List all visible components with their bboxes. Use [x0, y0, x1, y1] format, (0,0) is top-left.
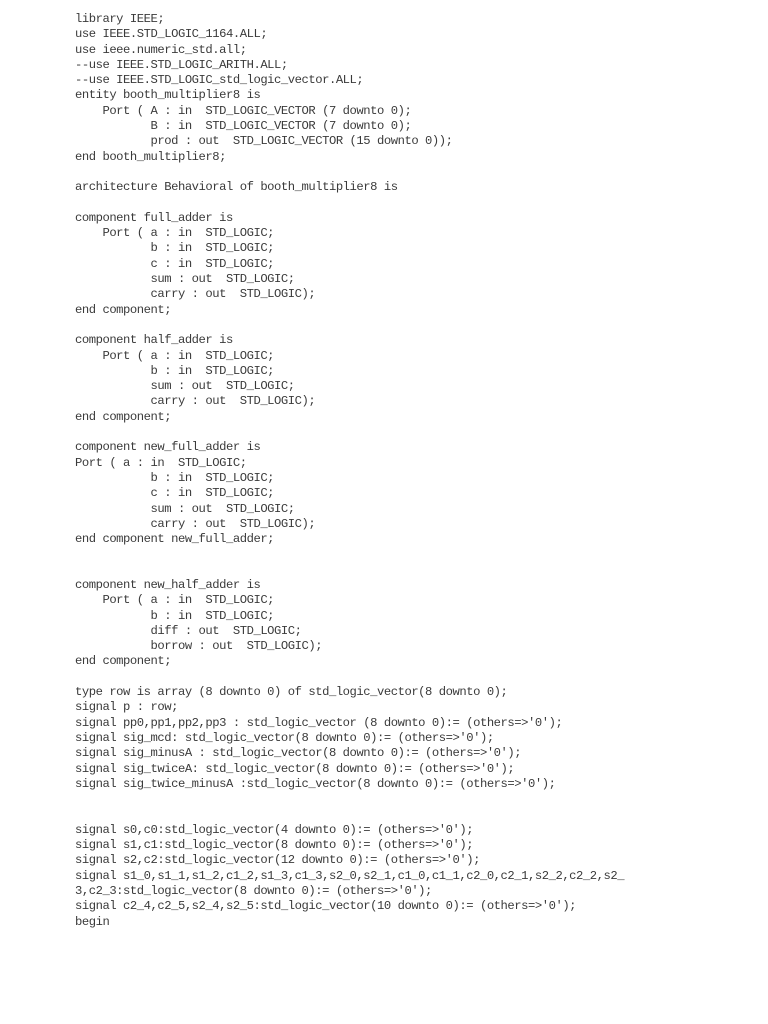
- code-line: c : in STD_LOGIC;: [75, 486, 275, 501]
- code-line: 3,c2_3:std_logic_vector(8 downto 0):= (others=>'0');: [75, 883, 432, 898]
- code-line: component full_adder is: [75, 210, 233, 225]
- code-line: [75, 670, 624, 685]
- code-line: b : in STD_LOGIC;: [75, 363, 275, 378]
- code-line: library IEEE;: [75, 12, 165, 26]
- code-line: b : in STD_LOGIC;: [75, 608, 275, 623]
- code-line: end component new_full_adder;: [75, 532, 275, 547]
- code-line: signal s1_0,s1_1,s1_2,c1_2,s1_3,c1_3,s2_0,s2_1,c1_0,c1_1,c2_0,c2_1,s2_2,c2_2,s2_: [75, 868, 625, 883]
- code-line: [75, 425, 624, 440]
- code-line: use IEEE.STD_LOGIC_1164.ALL;: [75, 27, 268, 42]
- vhdl-code-block: [75, 12, 624, 930]
- code-line: signal sig_minusA : std_logic_vector(8 downto 0):= (others=>'0');: [75, 746, 522, 761]
- code-line: architecture Behavioral of booth_multiplier8 is: [75, 180, 398, 195]
- code-line: carry : out STD_LOGIC);: [75, 287, 316, 302]
- code-line: prod : out STD_LOGIC_VECTOR (15 downto 0));: [75, 134, 453, 149]
- code-line: component new_full_adder is: [75, 440, 261, 455]
- code-line: sum : out STD_LOGIC;: [75, 379, 295, 394]
- code-line: signal s0,c0:std_logic_vector(4 downto 0):= (others=>'0');: [75, 822, 474, 837]
- code-line: --use IEEE.STD_LOGIC_ARITH.ALL;: [75, 57, 288, 72]
- code-line: Port ( A : in STD_LOGIC_VECTOR (7 downto 0);: [75, 103, 412, 118]
- code-line: Port ( a : in STD_LOGIC;: [75, 593, 275, 608]
- code-line: [75, 318, 624, 333]
- code-line: component half_adder is: [75, 333, 233, 348]
- code-line: end component;: [75, 654, 172, 669]
- code-line: b : in STD_LOGIC;: [75, 470, 275, 485]
- code-line: carry : out STD_LOGIC);: [75, 394, 316, 409]
- code-line: signal sig_twice_minusA :std_logic_vector(8 downto 0):= (others=>'0');: [75, 776, 556, 791]
- code-line: borrow : out STD_LOGIC);: [75, 639, 323, 654]
- code-line: entity booth_multiplier8 is: [75, 88, 261, 103]
- code-line: begin: [75, 914, 110, 929]
- code-line: Port ( a : in STD_LOGIC;: [75, 226, 275, 241]
- code-line: [75, 563, 624, 578]
- code-line: signal s1,c1:std_logic_vector(8 downto 0):= (others=>'0');: [75, 838, 474, 853]
- code-line: sum : out STD_LOGIC;: [75, 501, 295, 516]
- code-line: signal sig_mcd: std_logic_vector(8 downto 0):= (others=>'0');: [75, 730, 494, 745]
- code-line: [75, 807, 624, 822]
- code-line: [75, 547, 624, 562]
- code-line: [75, 165, 624, 180]
- code-line: signal p : row;: [75, 700, 178, 715]
- code-line: end booth_multiplier8;: [75, 149, 227, 164]
- code-line: b : in STD_LOGIC;: [75, 241, 275, 256]
- code-line: signal s2,c2:std_logic_vector(12 downto 0):= (others=>'0');: [75, 853, 480, 868]
- code-line: diff : out STD_LOGIC;: [75, 623, 302, 638]
- code-line: end component;: [75, 409, 172, 424]
- code-line: [75, 196, 624, 211]
- code-line: signal sig_twiceA: std_logic_vector(8 downto 0):= (others=>'0');: [75, 761, 515, 776]
- code-line: use ieee.numeric_std.all;: [75, 42, 247, 57]
- code-line: [75, 792, 624, 807]
- code-line: carry : out STD_LOGIC);: [75, 516, 316, 531]
- code-line: sum : out STD_LOGIC;: [75, 272, 295, 287]
- code-line: c : in STD_LOGIC;: [75, 256, 275, 271]
- code-line: Port ( a : in STD_LOGIC;: [75, 455, 247, 470]
- code-line: --use IEEE.STD_LOGIC_std_logic_vector.ALL;: [75, 73, 364, 88]
- code-line: component new_half_adder is: [75, 577, 261, 592]
- code-line: signal pp0,pp1,pp2,pp3 : std_logic_vector (8 downto 0):= (others=>'0');: [75, 715, 563, 730]
- code-line: B : in STD_LOGIC_VECTOR (7 downto 0);: [75, 119, 412, 134]
- code-line: type row is array (8 downto 0) of std_logic_vector(8 downto 0);: [75, 685, 508, 700]
- code-line: Port ( a : in STD_LOGIC;: [75, 348, 275, 363]
- code-line: signal c2_4,c2_5,s2_4,s2_5:std_logic_vector(10 downto 0):= (others=>'0');: [75, 899, 577, 914]
- code-line: end component;: [75, 302, 172, 317]
